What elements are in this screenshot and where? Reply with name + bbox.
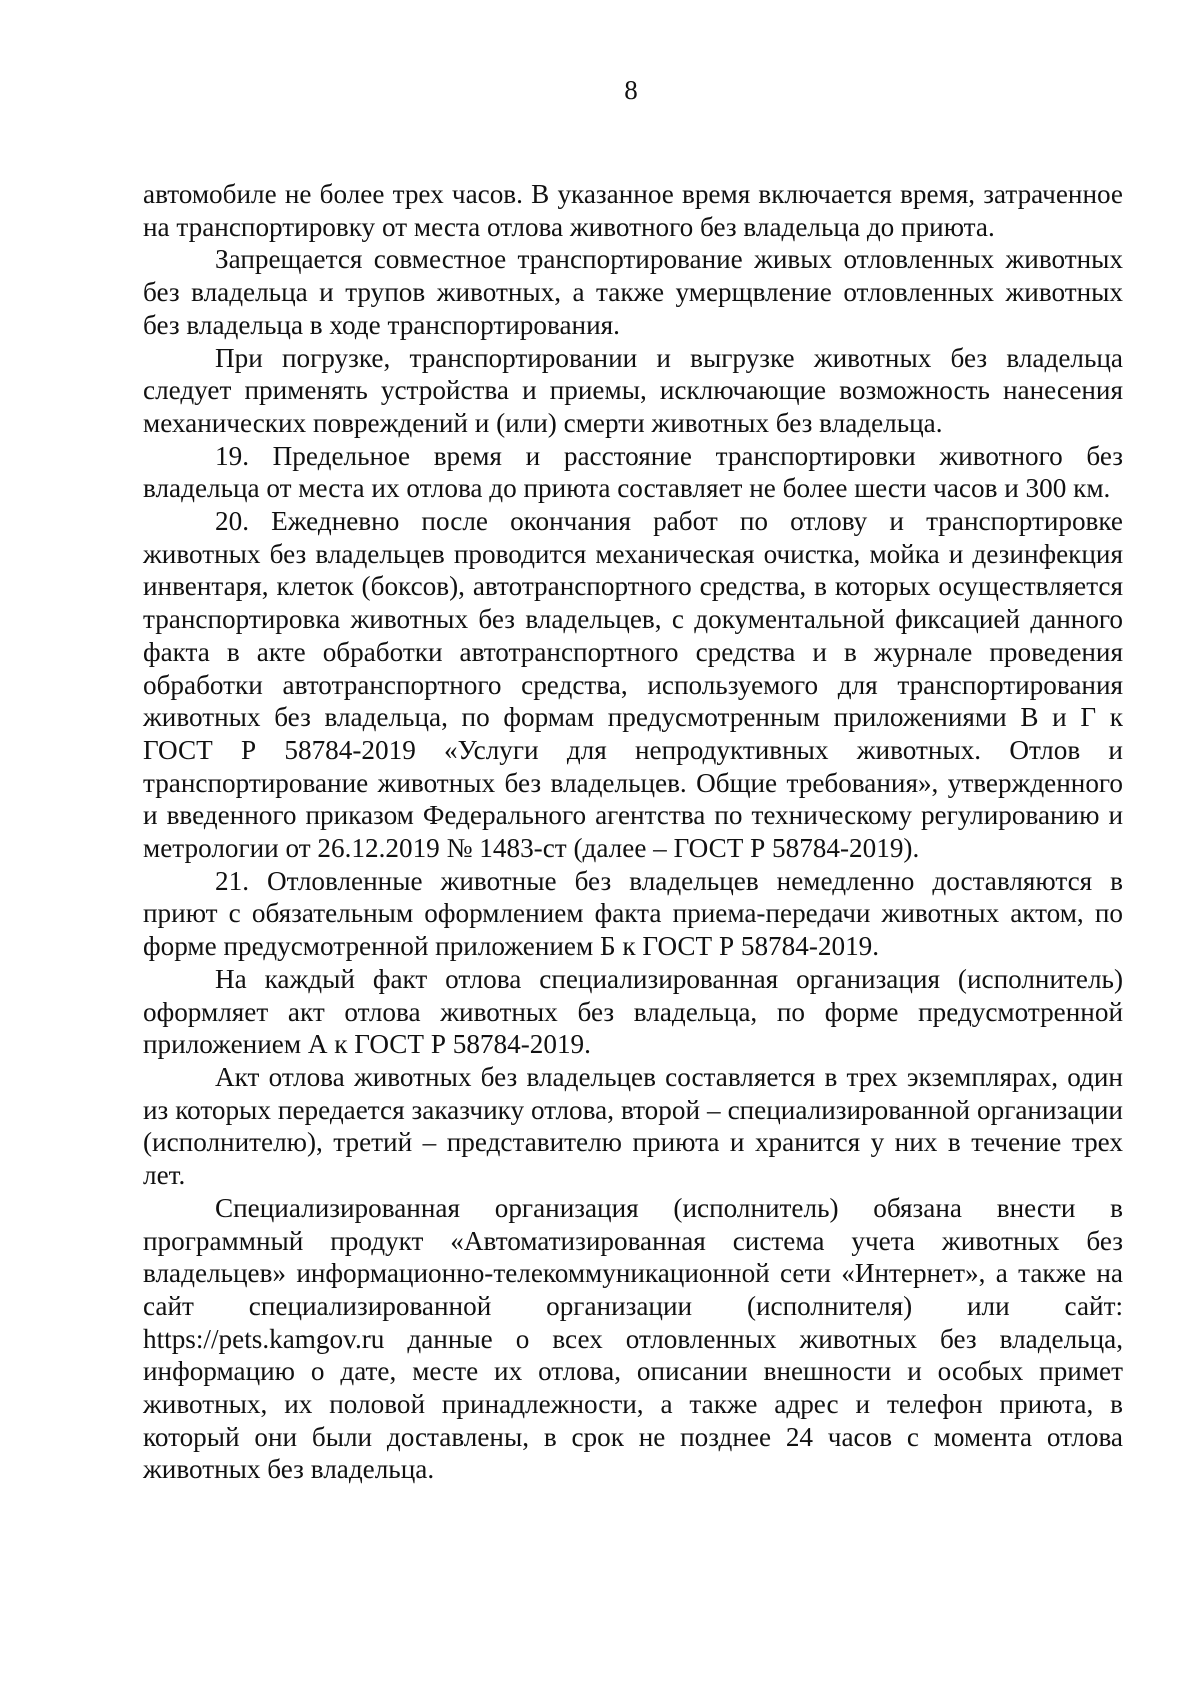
paragraph-data-entry: Специализированная организация (исполнитель) обязана внести в программный продукт «Автоматизированная система учета животных без владельцев» информационно-телекоммуникационной сети «Интернет», а также на сайт специализированной организации (исполнителя) или сайт: https://pets.kamgov.ru данные о всех отловленных животных без владельца, информацию о дате, месте их отлова, описании внешности и особых примет животных, их половой принадлежности, а также адрес и телефон приюта, в который они были доставлены, в срок не позднее 24 часов с момента отлова животных без владельца. [143, 1192, 1123, 1485]
paragraph-item-19: 19. Предельное время и расстояние транспортировки животного без владельца от места их отлова до приюта составляет не более шести часов и 300 км. [143, 440, 1123, 504]
paragraph-loading-rules: При погрузке, транспортировании и выгрузке животных без владельца следует применять устройства и приемы, исключающие возможность нанесения механических повреждений и (или) смерти животных без владельца. [143, 342, 1123, 438]
paragraph-item-21: 21. Отловленные животные без владельцев немедленно доставляются в приют с обязательным оформлением факта приема-передачи животных актом, по форме предусмотренной приложением Б к ГОСТ Р 58784-2019. [143, 865, 1123, 962]
paragraph-item-20: 20. Ежедневно после окончания работ по отлову и транспортировке животных без владельцев проводится механическая очистка, мойка и дезинфекция инвентаря, клеток (боксов), автотранспортного средства, в которых осуществляется транспортировка животных без владельцев, с документальной фиксацией данного факта в акте обработки автотранспортного средства и в журнале проведения обработки автотранспортного средства, используемого для транспортирования животных без владельца, по формам предусмотренным приложениями В и Г к ГОСТ Р 58784-2019 «Услуги для непродуктивных животных. Отлов и транспортирование животных без владельцев. Общие требования», утвержденного и введенного приказом Федерального агентства по техническому регулированию и метрологии от 26.12.2019 № 1483-ст (далее – ГОСТ Р 58784-2019). [143, 506, 1123, 864]
page-number: 8 [624, 75, 638, 105]
paragraph-continuation: автомобиле не более трех часов. В указанное время включается время, затраченное на транспортировку от места отлова животного без владельца до приюта. [143, 179, 1123, 242]
paragraph-act-copies: Акт отлова животных без владельцев составляется в трех экземплярах, один из которых передается заказчику отлова, второй – специализированной организации (исполнителю), третий – представителю приюта и хранится у них в течение трех лет. [143, 1061, 1123, 1191]
paragraph-transport-prohibition: Запрещается совместное транспортирование живых отловленных животных без владельца и трупов животных, а также умерщвление отловленных животных без владельца в ходе транспортирования. [143, 244, 1123, 340]
paragraph-capture-act: На каждый факт отлова специализированная организация (исполнитель) оформляет акт отлова животных без владельца, по форме предусмотренной приложением А к ГОСТ Р 58784-2019. [143, 963, 1123, 1060]
document-body [143, 178, 1123, 1486]
